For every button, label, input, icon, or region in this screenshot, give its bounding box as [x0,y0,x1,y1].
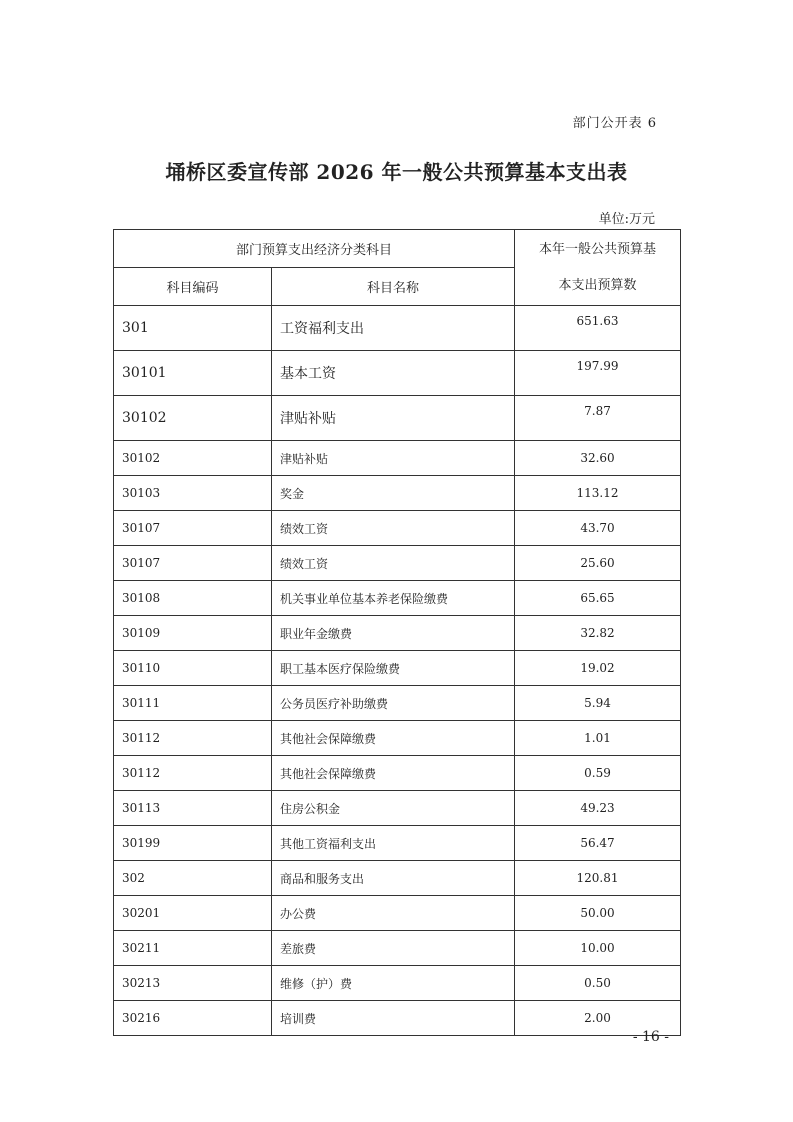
code-cell: 30109 [114,616,272,651]
amount-cell: 1.01 [515,721,681,756]
name-cell: 津贴补贴 [272,441,515,476]
name-cell: 绩效工资 [272,511,515,546]
code-cell: 30102 [114,396,272,441]
amount-cell: 25.60 [515,546,681,581]
amount-cell: 2.00 [515,1001,681,1036]
code-cell: 30211 [114,931,272,966]
code-cell: 30101 [114,351,272,396]
name-cell: 住房公积金 [272,791,515,826]
name-cell: 其他社会保障缴费 [272,756,515,791]
name-cell: 津贴补贴 [272,396,515,441]
unit-label: 单位:万元 [598,212,655,227]
name-cell: 基本工资 [272,351,515,396]
amount-cell: 19.02 [515,651,681,686]
code-cell: 30113 [114,791,272,826]
name-cell: 奖金 [272,476,515,511]
amount-cell: 32.82 [515,616,681,651]
name-cell: 差旅费 [272,931,515,966]
table-row [114,966,681,1001]
amount-cell: 65.65 [515,581,681,616]
code-cell: 30107 [114,546,272,581]
code-cell: 301 [114,306,272,351]
name-cell: 机关事业单位基本养老保险缴费 [272,581,515,616]
name-cell: 其他社会保障缴费 [272,721,515,756]
amount-cell: 113.12 [515,476,681,511]
table-row [114,351,681,396]
table-row [114,616,681,651]
table-row [114,896,681,931]
code-cell: 30201 [114,896,272,931]
table-row [114,1001,681,1036]
name-cell: 公务员医疗补助缴费 [272,686,515,721]
name-cell: 职工基本医疗保险缴费 [272,651,515,686]
table-body [114,306,681,1036]
name-cell: 商品和服务支出 [272,861,515,896]
table-row [114,581,681,616]
table-row [114,791,681,826]
table-row [114,931,681,966]
table-row [114,396,681,441]
table-row [114,721,681,756]
code-cell: 302 [114,861,272,896]
code-cell: 30199 [114,826,272,861]
table-row [114,441,681,476]
header-row-1 [114,230,681,268]
code-cell: 30112 [114,721,272,756]
table-row [114,651,681,686]
table-row [114,306,681,351]
code-cell: 30110 [114,651,272,686]
table-row [114,511,681,546]
code-cell: 30216 [114,1001,272,1036]
code-cell: 30112 [114,756,272,791]
amount-cell: 0.59 [515,756,681,791]
table-row [114,861,681,896]
code-cell: 30107 [114,511,272,546]
amount-cell: 651.63 [515,306,681,351]
code-cell: 30102 [114,441,272,476]
budget-table [113,229,681,1036]
header-amount-line2: 本支出预算数 [558,277,637,293]
amount-cell: 32.60 [515,441,681,476]
name-cell: 其他工资福利支出 [272,826,515,861]
form-number: 部门公开表 6 [572,116,657,131]
header-code: 科目编码 [114,268,272,306]
amount-cell: 197.99 [515,351,681,396]
amount-cell: 7.87 [515,396,681,441]
name-cell: 职业年金缴费 [272,616,515,651]
amount-cell: 56.47 [515,826,681,861]
table-row [114,826,681,861]
table-row [114,686,681,721]
amount-cell: 43.70 [515,511,681,546]
page-number: - 16 - [632,1029,669,1045]
name-cell: 维修（护）费 [272,966,515,1001]
amount-cell: 0.50 [515,966,681,1001]
name-cell: 培训费 [272,1001,515,1036]
header-category-group: 部门预算支出经济分类科目 [114,230,515,268]
table-row [114,476,681,511]
table-row [114,756,681,791]
name-cell: 办公费 [272,896,515,931]
header-name: 科目名称 [272,268,515,306]
code-cell: 30108 [114,581,272,616]
name-cell: 工资福利支出 [272,306,515,351]
code-cell: 30103 [114,476,272,511]
code-cell: 30111 [114,686,272,721]
page-title: 埇桥区委宣传部 2026 年一般公共预算基本支出表 [165,160,628,184]
amount-cell: 50.00 [515,896,681,931]
amount-cell: 120.81 [515,861,681,896]
header-amount-line1: 本年一般公共预算基 [539,241,657,257]
name-cell: 绩效工资 [272,546,515,581]
table-row [114,546,681,581]
code-cell: 30213 [114,966,272,1001]
header-amount [515,230,681,306]
amount-cell: 49.23 [515,791,681,826]
amount-cell: 5.94 [515,686,681,721]
amount-cell: 10.00 [515,931,681,966]
